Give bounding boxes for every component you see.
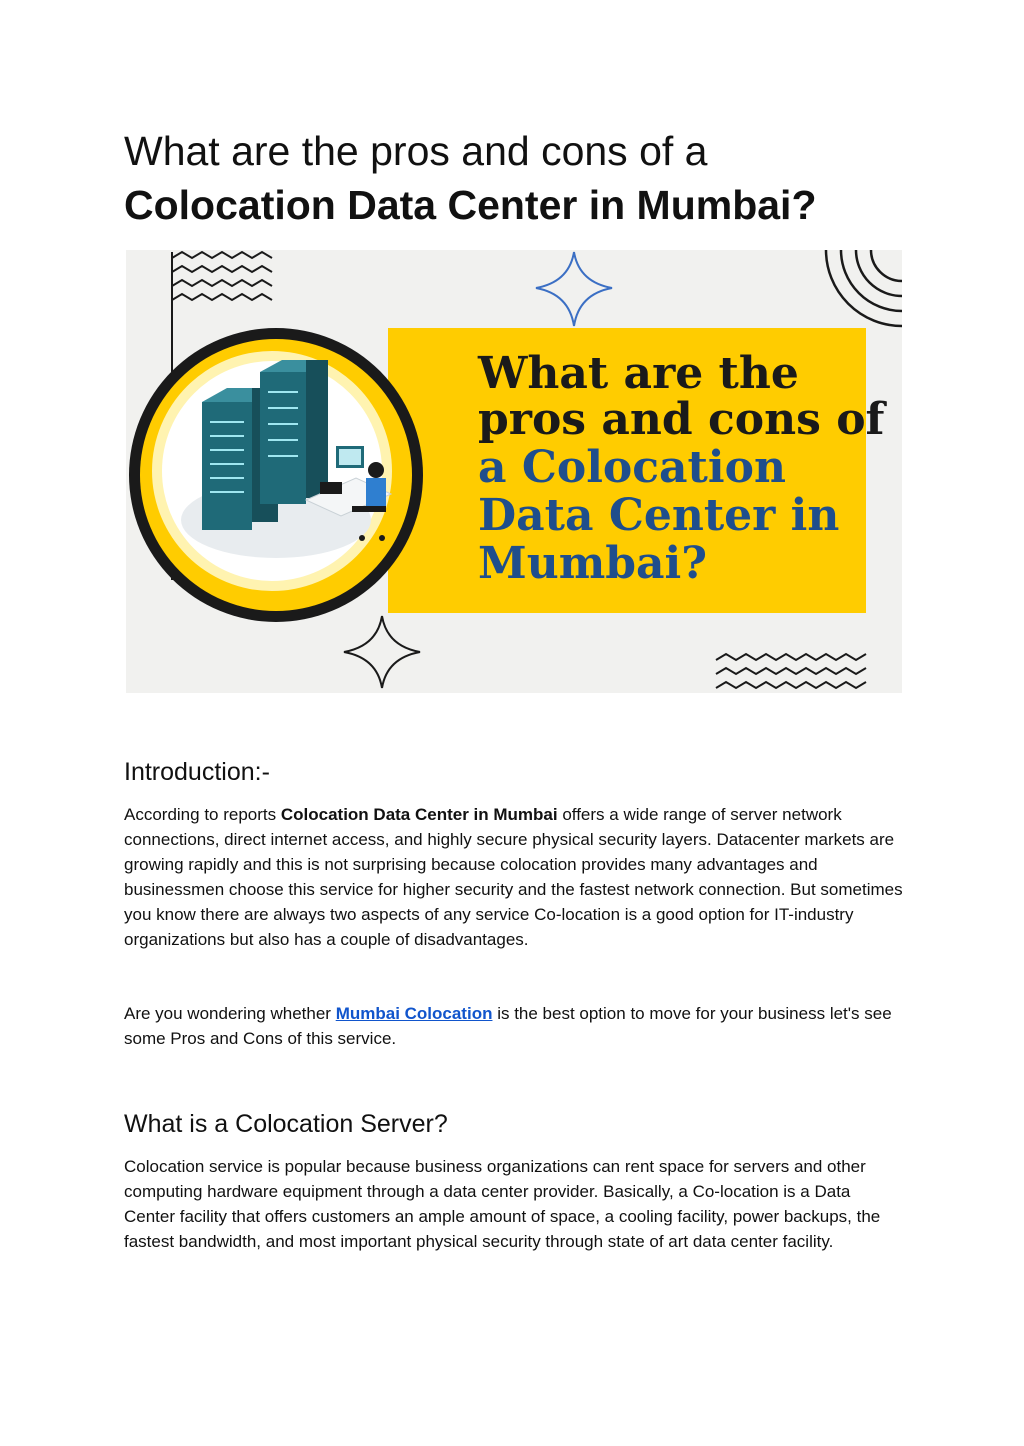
- intro-text-rest: offers a wide range of server network connections, direct internet access, and highly secure physical security layers. Datacenter markets are growing rapidly and this is not surprising because colocation provides many advantages and businessmen choose this service for higher security and the fastest network connection. But sometimes you know there are always two aspects of any service Co-location is a good option for IT-industry organizations but also has a couple of disadvantages.: [124, 805, 903, 949]
- mumbai-colocation-paragraph: [124, 1001, 904, 1051]
- colocation-server-heading: What is a Colocation Server?: [124, 1110, 448, 1138]
- intro-text-lead: According to reports: [124, 805, 281, 824]
- hero-image: [126, 250, 902, 693]
- title-line-2: Colocation Data Center in Mumbai?: [124, 182, 817, 228]
- server-rack-icon-2: [260, 360, 328, 504]
- colocation-server-paragraph: Colocation service is popular because business organizations can rent space for servers and other computing hardware equipment through a data center provider. Basically, a Co-location is a Data Center facility that offers customers an ample amount of space, a cooling facility, power backups, the fastest bandwidth, and most important physical security through state of art data center facility.: [124, 1157, 881, 1251]
- p2-text-lead: Are you wondering whether: [124, 1004, 336, 1023]
- banner-line-5: Mumbai?: [478, 538, 708, 589]
- intro-bold-phrase: Colocation Data Center in Mumbai: [280, 805, 558, 824]
- introduction-paragraph: [124, 802, 904, 952]
- banner-line-1: What are the: [478, 348, 799, 399]
- p2-text-rest: is the best option to move for your business let's see some Pros and Cons of this service.: [124, 1004, 892, 1048]
- mumbai-colocation-link[interactable]: Mumbai Colocation: [335, 1004, 493, 1023]
- page-title: [124, 124, 817, 232]
- title-line-1: What are the pros and cons of a: [124, 128, 708, 174]
- banner-line-3: a Colocation: [478, 442, 786, 493]
- banner-line-2: pros and cons of: [478, 394, 885, 445]
- banner-line-4: Data Center in: [478, 490, 840, 541]
- introduction-heading: Introduction:-: [124, 758, 270, 786]
